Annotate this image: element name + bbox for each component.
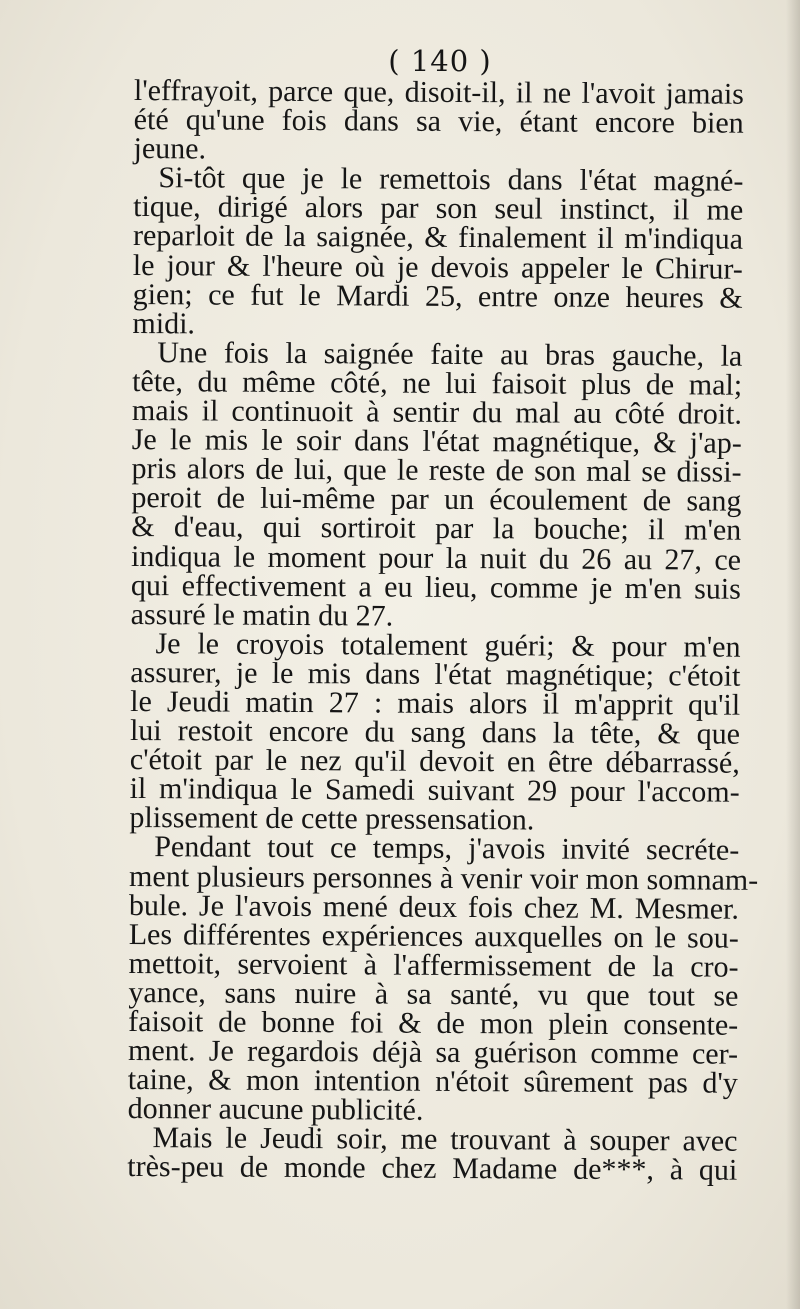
text-line: peroit de lui-même par un écoulement de sang	[131, 481, 742, 519]
text-line: ment plusieurs personnes à venir voir mon somnam-	[129, 859, 759, 897]
text-line: Si-tôt que je le remettois dans l'état magné-	[158, 161, 744, 199]
text-line: l'effrayoit, parce que, disoit-il, il ne l'avoit jamais	[133, 74, 745, 111]
text-line: mais il continuoit à sentir du mal au côté droit.	[131, 394, 743, 431]
paragraph-1	[133, 76, 744, 167]
paragraph-3	[130, 335, 743, 633]
text-line: Mais le Jeudi soir, me trouvant à souper avec	[152, 1121, 738, 1159]
text-line: pris alors de lui, que le reste de son mal se dissi-	[131, 452, 742, 489]
text-line: yance, sans nuire à sa santé, vu que tout se	[128, 975, 739, 1013]
text-line: bule. Je l'avois mené deux fois chez M. Mesmer.	[128, 888, 740, 926]
text-line: très-peu de monde chez Madame de***, à qui	[127, 1150, 738, 1188]
text-line: indiqua le moment pour la nuit du 26 au 27, ce	[130, 539, 742, 577]
text-line: faisoit de bonne foi & de mon plein consente-	[128, 1004, 739, 1042]
text-line: Une fois la saignée faite au bras gauche, la	[157, 335, 743, 373]
text-line: tique, dirigé alors par son seul instinct, il me	[133, 190, 744, 228]
text-line: midi.	[132, 306, 196, 341]
paragraph-4	[129, 626, 741, 837]
text-line: c'étoit par le nez qu'il devoit en être débarrassé,	[129, 743, 740, 780]
text-line: ment. Je regardois déjà sa guérison comme cer-	[127, 1034, 739, 1071]
text-line: Pendant tout ce temps, j'avois invité secréte-	[154, 830, 740, 868]
body-text	[127, 74, 759, 1188]
paragraph-6	[127, 1121, 738, 1188]
text-line: reparloit de la saignée, & finalement il m'indiqua	[132, 219, 744, 257]
text-line: été qu'une fois dans sa vie, étant encore bien	[133, 103, 744, 140]
text-line: Je le mis le soir dans l'état magnétique, & j'ap-	[131, 423, 742, 460]
text-line: il m'indiqua le Samedi suivant 29 pour l'accom-	[129, 772, 740, 809]
text-line: assuré le matin du 27.	[130, 597, 394, 633]
text-line: assurer, je le mis dans l'état magnétique; c'étoit	[130, 655, 741, 693]
text-line: le Jeudi matin 27 : mais alors il m'apprit qu'il	[130, 684, 741, 722]
paragraph-5	[127, 830, 759, 1128]
text-line: mettoit, servoient à l'affermissement de la cro-	[128, 946, 739, 984]
text-line: tête, du même côté, ne lui faisoit plus de mal;	[132, 364, 743, 402]
text-line: Les différentes expériences auxquelles on le sou-	[128, 917, 739, 955]
text-line: donner aucune publicité.	[127, 1092, 424, 1128]
text-line: plissement de cette pressensation.	[129, 801, 535, 837]
text-line: & d'eau, qui sortiroit par la bouche; il m'en	[131, 510, 742, 548]
paragraph-2	[132, 163, 743, 341]
text-line: le jour & l'heure où je devois appeler le Chirur-	[132, 248, 743, 286]
text-line: lui restoit encore du sang dans la tête, & que	[129, 714, 741, 751]
text-line: taine, & mon intention n'étoit sûrement pas d'y	[127, 1063, 738, 1100]
page-gutter-shadow	[786, 0, 800, 1309]
text-line: Je le croyois totalement guéri; & pour m'en	[155, 626, 741, 664]
text-line: jeune.	[133, 132, 207, 166]
page-number: ( 140 )	[388, 44, 492, 78]
text-line: qui effectivement a eu lieu, comme je m'en suis	[130, 568, 741, 606]
text-line: gien; ce fut le Mardi 25, entre onze heures &	[132, 277, 743, 315]
